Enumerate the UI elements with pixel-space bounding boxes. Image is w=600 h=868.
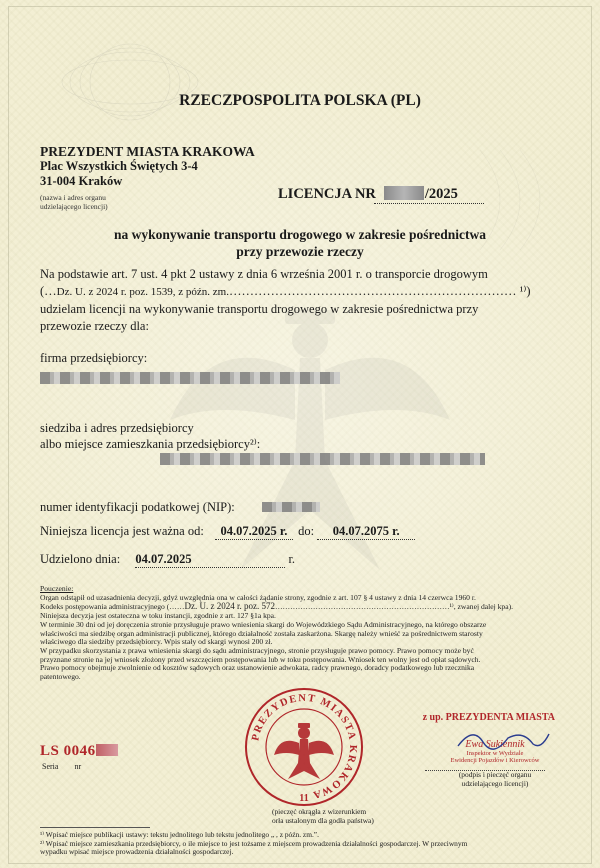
notice-line: patentowego. [40, 672, 81, 682]
address-label [40, 420, 260, 452]
footnote-2-cont: wypadku wpisać miejsce prowadzenia działalności gospodarczej. [40, 847, 234, 857]
round-seal [242, 685, 366, 809]
valid-to-label: do: [298, 524, 315, 538]
seal-ring-text: PREZYDENT MIASTA KRAKOWA [250, 692, 359, 801]
page-title: RZECZPOSPOLITA POLSKA (PL) [179, 92, 421, 109]
valid-from-label: Niniejsza licencja jest ważna od: [40, 524, 204, 538]
notice-kpa-reference: Dz. U. z 2024 r. poz. 572 [184, 601, 275, 612]
basis-line1: Na podstawie art. 7 ust. 4 pkt 2 ustawy z dnia 6 września 2001 r. o transporcie drogowym [40, 267, 488, 281]
footnotes [40, 831, 562, 857]
notice-line: właściwości ma siedzibę organ administracji publicznej, którego działalność została zaskarżona. Skargę należy wnieść za pośrednictwem starosty [40, 628, 483, 638]
handwritten-signature [453, 724, 553, 754]
basis-open: (… [40, 284, 57, 298]
seal-caption-line1: (pieczęć okrągła z wizerunkiem [272, 807, 367, 816]
notice-line: Organ odstąpił od uzasadnienia decyzji, gdyż uwzględnia ona w całości żądanie strony, zgodnie z art. 107 § 4 ustawy z dnia 14 czerwca 1960 r. [40, 592, 476, 602]
valid-to-date: 04.07.2075 r. [317, 524, 415, 540]
issuer-city: 31-004 Kraków [40, 174, 123, 188]
serial-label-nr: nr [74, 762, 82, 771]
notice-line: właściwego dla siedziby przedsiębiorcy. Wpis stały od skargi wynosi 200 zł. [40, 637, 273, 647]
notice-block [40, 585, 562, 682]
subtitle-line2: przy przewozie rzeczy [236, 244, 364, 259]
license-prefix: LICENCJA NR [278, 186, 376, 202]
redacted-address [160, 453, 485, 465]
redacted-serial [96, 744, 118, 756]
serial-label-seria: Seria [42, 762, 59, 771]
issuer-street: Plac Wszystkich Świętych 3-4 [40, 159, 198, 173]
notice-line: przyznane stronie na jej wniosek złożony przed wszczęciem postępowania lub w toku postępowania. Wniosek ten wolny jest od opłat sądowych. [40, 654, 481, 664]
signatory-role-line2: Ewidencji Pojazdów i Kierowców [450, 757, 540, 764]
signature-caption-line1: (podpis i pieczęć organu [458, 770, 532, 779]
issuer-name: PREZYDENT MIASTA KRAKOWA [40, 144, 255, 159]
issuer-note-line1: (nazwa i adres organu [40, 193, 106, 202]
legal-basis [40, 266, 560, 335]
notice-line: Prawo pomocy obejmuje zwolnienie od kosztów sądowych oraz ustanowienie adwokata, radcy prawnego, doradcy podatkowego lub rzecznika [40, 663, 475, 673]
valid-from-date: 04.07.2025 r. [215, 524, 293, 540]
issued-date: 04.07.2025 [135, 552, 285, 568]
nip-label: numer identyfikacji podatkowej (NIP): [40, 500, 235, 514]
issued-row [40, 552, 295, 568]
notice-line: W przypadku skorzystania z prawa wniesienia skargi do sądu administracyjnego, stronie przysługuje prawo pomocy. Prawo pomocy może być [40, 645, 474, 655]
redacted-number [384, 186, 424, 200]
footnote-divider [40, 827, 150, 828]
company-label: firma przedsiębiorcy: [40, 351, 148, 365]
signature-caption [405, 771, 565, 788]
serial-number [40, 743, 118, 760]
license-subtitle [0, 226, 600, 260]
basis-line4: przewozie rzeczy dla: [40, 319, 149, 333]
seal-number: 11 [299, 793, 309, 804]
validity-row [40, 524, 415, 540]
signatory-role-line1: Inspektor w Wydziale [466, 750, 524, 757]
basis-act-reference: Dz. U. z 2024 r. poz. 1539, z późn. zm. [56, 286, 229, 298]
notice-line: Niniejsza decyzja jest ostateczna w toku instancji, zgodnie z art. 127 §1a kpa. [40, 611, 276, 621]
license-number [278, 186, 458, 203]
license-year: /2025 [424, 186, 458, 202]
issuer-note [40, 194, 255, 211]
basis-line3: udzielam licencji na wykonywanie transportu drogowego w zakresie pośrednictwa przy [40, 302, 479, 316]
notice-ref-open: Kodeks postępowania administracyjnego (…… [40, 602, 185, 612]
address-label-line2: albo miejsce zamieszkania przedsiębiorcy²⁾: [40, 437, 261, 451]
basis-line2 [40, 283, 560, 301]
issuer-block [40, 144, 255, 211]
footnote-1: ¹⁾ Wpisać miejsce publikacji ustawy: tekstu jednolitego lub tekstu jednolitego „ , z późn. zm.”. [40, 830, 319, 839]
basis-close: …………………………………………………………… ¹⁾) [228, 284, 531, 298]
signatory-name: Ewa Sukiennik [465, 739, 525, 750]
seal-caption-line2: orła ustalonym dla godła państwa) [272, 815, 374, 825]
issued-suffix: r. [288, 552, 296, 566]
subtitle-line1: na wykonywanie transportu drogowego w zakresie pośrednictwa [113, 227, 486, 242]
serial-labels [42, 762, 81, 771]
seal-caption [272, 807, 374, 825]
notice-line: W terminie 30 dni od jej doręczenia stronie przysługuje prawo wniesienia skargi do Wojewódzkiego Sądu Administracyjnego, na którego obszarze [40, 619, 487, 629]
signature-caption-line2: udzielającego licencji) [461, 778, 529, 788]
notice-heading-text: Pouczenie: [40, 584, 74, 593]
redacted-company [40, 372, 340, 384]
footnote-2: ²⁾ Wpisać miejsce zamieszkania przedsiębiorcy, o ile miejsce to jest tożsame z miejscem prowadzenia działalności gospodarczej. W przeciwnym [40, 838, 468, 848]
guilloche-ornament [55, 40, 205, 125]
issued-label: Udzielono dnia: [40, 552, 121, 566]
redacted-nip [262, 502, 320, 512]
signature-block [405, 712, 565, 788]
notice-ref-close: ……………………………………………………………¹⁾, zwanej dalej kpa). [274, 602, 513, 612]
issuer-note-line2: udzielającego licencji) [40, 201, 108, 211]
signature-authority: z up. PREZYDENTA MIASTA [422, 712, 555, 723]
serial-value: LS 0046 [40, 743, 96, 759]
address-label-line1: siedziba i adres przedsiębiorcy [40, 421, 194, 435]
